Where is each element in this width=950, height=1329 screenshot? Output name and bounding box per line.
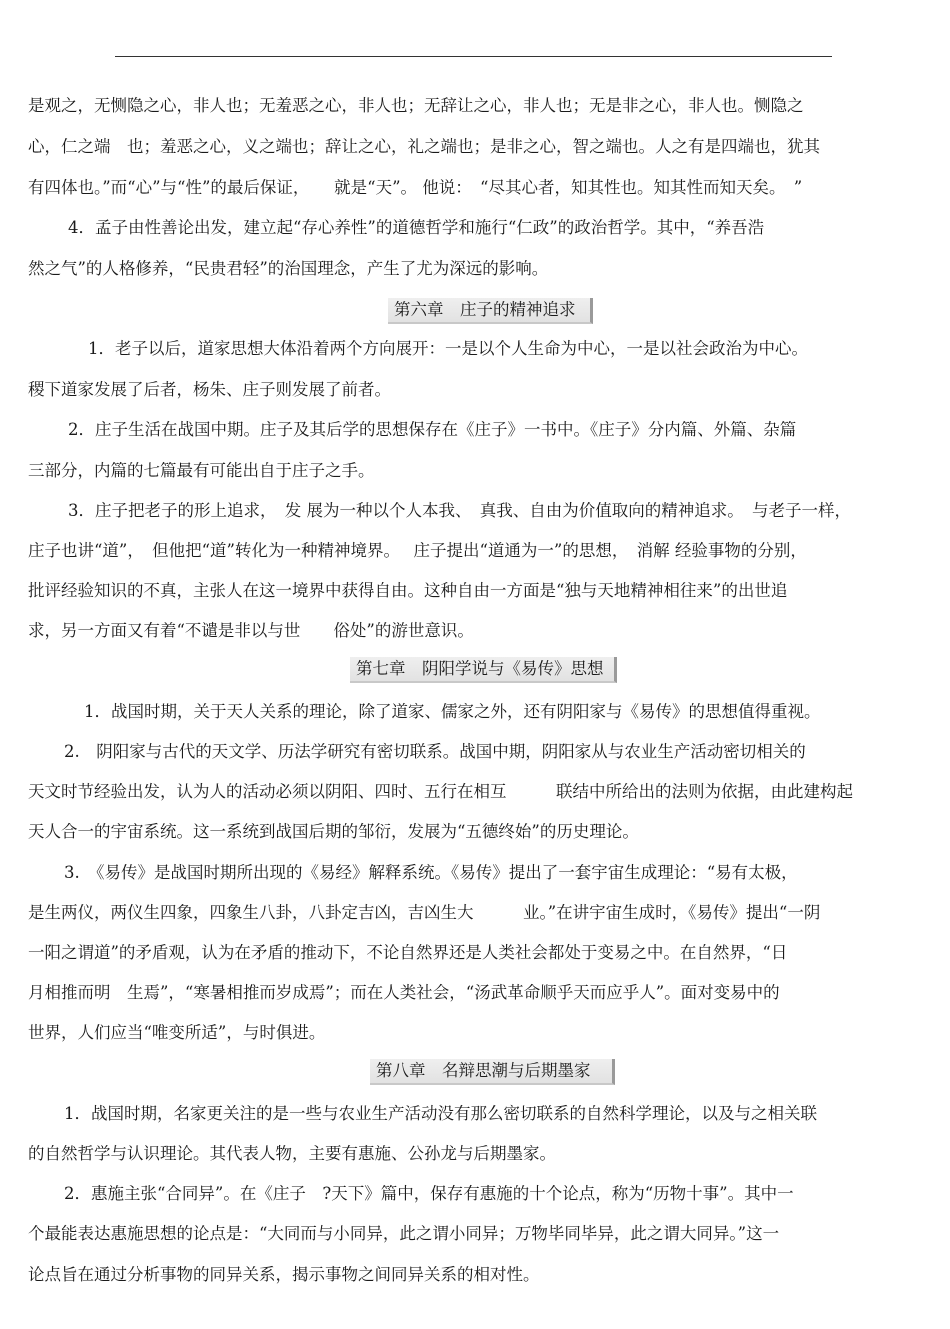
text-line: 天人合一的宇宙系统。这一系统到战国后期的邹衍，发展为“五德终始”的历史理论。	[28, 822, 639, 841]
text-line: 论点旨在通过分析事物的同异关系，揭示事物之间同异关系的相对性。	[28, 1265, 540, 1284]
text-line: 心，仁之端 也；羞恶之心，义之端也；辞让之心，礼之端也；是非之心，智之端也。人之有是四端也，犹其	[28, 137, 820, 156]
text-line: 批评经验知识的不真，主张人在这一境界中获得自由。这种自由一方面是“独与天地精神相往来”的出世追	[28, 581, 788, 600]
text-line: 稷下道家发展了后者，杨朱、庄子则发展了前者。	[28, 380, 391, 399]
text-line: 有四体也。”而“心”与“性”的最后保证， 就是“天”。 他说： “尽其心者，知其性也。知其性而知天矣。 ”	[28, 178, 803, 197]
text-line: 1．战国时期，关于天人关系的理论，除了道家、儒家之外，还有阴阳家与《易传》的思想值得重视。	[84, 702, 821, 721]
text-line: 个最能表达惠施思想的论点是：“大同而与小同异，此之谓小同异；万物毕同毕异，此之谓大同异。”这一	[28, 1224, 780, 1243]
text-line: 月相推而明 生焉”，“寒暑相推而岁成焉”；而在人类社会，“汤武革命顺乎天而应乎人”。面对变易中的	[28, 983, 780, 1002]
text-line: 1．老子以后，道家思想大体沿着两个方向展开：一是以个人生命为中心，一是以社会政治为中心。	[88, 339, 808, 358]
text-line: 是生两仪，两仪生四象，四象生八卦，八卦定吉凶，吉凶生大 业。”在讲宇宙生成时，《易传》提出“一阴	[28, 903, 821, 922]
text-line: 然之气”的人格修养，“民贵君轻”的治国理念，产生了尤为深远的影响。	[28, 259, 549, 278]
chapter-heading: 第八章 名辩思潮与后期墨家	[370, 1059, 615, 1085]
text-line: 2．惠施主张“合同异”。在《庄子 ?天下》篇中，保存有惠施的十个论点，称为“历物十事”。其中一	[64, 1184, 794, 1203]
text-line: 2. 阴阳家与古代的天文学、历法学研究有密切联系。战国中期，阴阳家从与农业生产活动密切相关的	[64, 742, 806, 761]
text-line: 三部分，内篇的七篇最有可能出自于庄子之手。	[28, 461, 375, 480]
text-line: 世界，人们应当“唯变所适”，与时俱进。	[28, 1023, 326, 1042]
text-line: 天文时节经验出发，认为人的活动必须以阴阳、四时、五行在相互 联结中所给出的法则为依据，由此建构起	[28, 782, 853, 801]
text-line: 是观之，无恻隐之心，非人也；无羞恶之心，非人也；无辞让之心，非人也；无是非之心，非人也。恻隐之	[28, 96, 804, 115]
text-line: 求，另一方面又有着“不谴是非以与世 俗处”的游世意识。	[28, 621, 474, 640]
text-line: 庄子也讲“道”， 但他把“道”转化为一种精神境界。 庄子提出“道通为一”的思想， 消解 经验事物的分别，	[28, 541, 807, 560]
text-line: 2．庄子生活在战国中期。庄子及其后学的思想保存在《庄子》一书中。《庄子》分内篇、外篇、杂篇	[68, 420, 797, 439]
text-line: 3. 《易传》是战国时期所出现的《易经》解释系统。《易传》提出了一套宇宙生成理论：“易有太极，	[64, 863, 798, 882]
text-line: 1．战国时期，名家更关注的是一些与农业生产活动没有那么密切联系的自然科学理论，以及与之相关联	[64, 1104, 817, 1123]
chapter-heading: 第六章 庄子的精神追求	[388, 298, 593, 324]
text-line: 3．庄子把老子的形上追求， 发 展为一种以个人本我、 真我、自由为价值取向的精神追求。 与老子一样，	[68, 501, 851, 520]
text-line: 4．孟子由性善论出发，建立起“存心养性”的道德哲学和施行“仁政”的政治哲学。其中，“养吾浩	[68, 218, 765, 237]
header-rule	[115, 56, 832, 57]
text-line: 一阳之谓道”的矛盾观，认为在矛盾的推动下，不论自然界还是人类社会都处于变易之中。在自然界，“日	[28, 943, 788, 962]
text-line: 的自然哲学与认识理论。其代表人物，主要有惠施、公孙龙与后期墨家。	[28, 1144, 556, 1163]
chapter-heading: 第七章 阴阳学说与《易传》思想	[350, 657, 617, 683]
